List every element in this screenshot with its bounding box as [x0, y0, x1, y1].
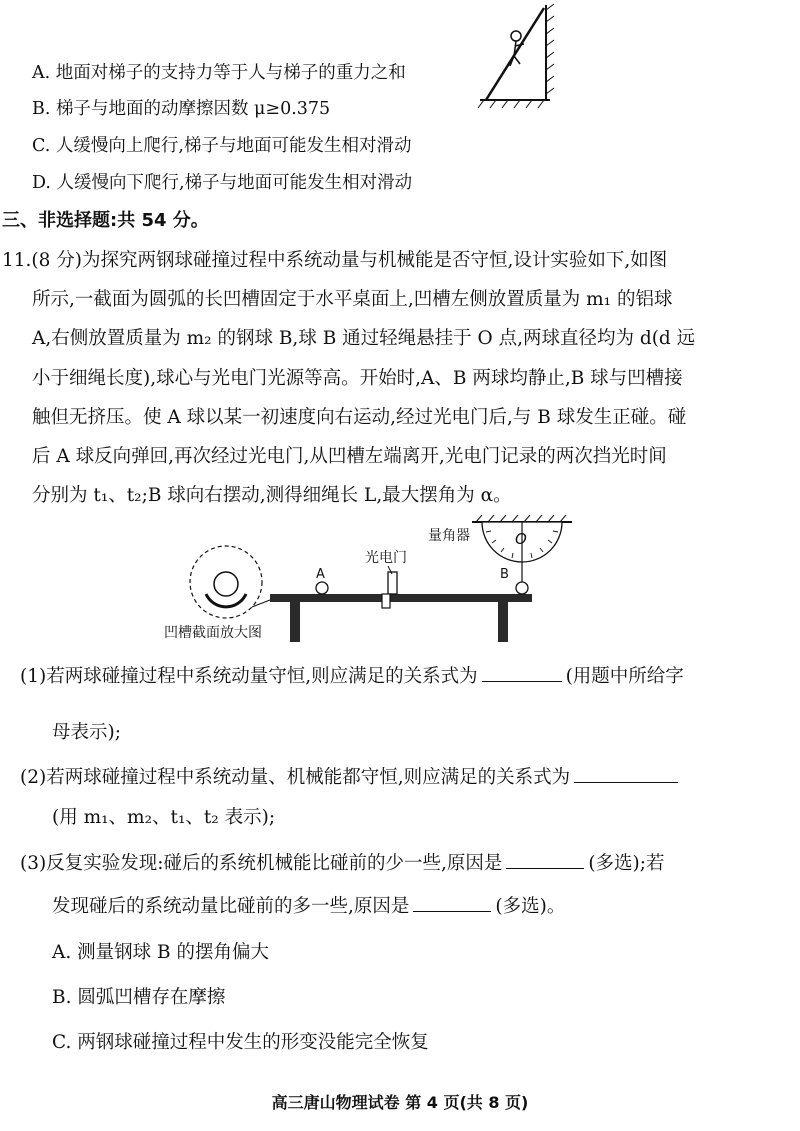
ball-A-label: A	[316, 567, 325, 582]
sub3-text-a: (3)反复实验发现:碰后的系统机械能比碰前的少一些,原因是	[20, 853, 503, 874]
ladder-figure	[470, 0, 560, 110]
sub3-text-b: (多选);若	[588, 853, 665, 874]
sub2-text-b: (用 m₁、m₂、t₁、t₂ 表示);	[52, 807, 276, 828]
option-C-top: C. 人缓慢向上爬行,梯子与地面可能发生相对滑动	[32, 136, 412, 156]
option-B-top: B. 梯子与地面的动摩擦因数 μ≥0.375	[32, 99, 331, 119]
photogate-label: 光电门	[365, 550, 407, 566]
sub2-line	[20, 764, 682, 791]
answer-blank-1[interactable]	[482, 663, 562, 682]
experiment-figure	[160, 510, 580, 650]
q11-line-6: 后 A 球反向弹回,再次经过光电门,从凹槽左端离开,光电门记录的两次挡光时间	[32, 446, 667, 467]
sub3-line-1	[20, 850, 665, 877]
ball-B-label: B	[500, 567, 509, 582]
protractor-label: 量角器	[428, 528, 470, 544]
answer-blank-4[interactable]	[413, 893, 491, 912]
ball-A	[316, 582, 328, 594]
photogate	[388, 572, 397, 594]
answer-blank-2[interactable]	[574, 764, 678, 783]
answer-blank-3[interactable]	[506, 850, 584, 869]
q11-line-4: 小于细绳长度),球心与光电门光源等高。开始时,A、B 两球均静止,B 球与凹槽接	[32, 368, 683, 389]
sub3-text-c: 发现碰后的系统动量比碰前的多一些,原因是	[52, 896, 410, 917]
choice-B: B. 圆弧凹槽存在摩擦	[52, 987, 226, 1008]
page-footer: 高三唐山物理试卷 第 4 页(共 8 页)	[271, 1093, 529, 1112]
sub3-text-d: (多选)。	[495, 896, 566, 917]
groove-label: 凹槽截面放大图	[164, 625, 262, 641]
sub1-line	[20, 663, 684, 690]
q11-line-3: A,右侧放置质量为 m₂ 的钢球 B,球 B 通过轻绳悬挂于 O 点,两球直径均为 d(d 远	[32, 328, 696, 349]
sub1-text-a: (1)若两球碰撞过程中系统动量守恒,则应满足的关系式为	[20, 666, 478, 687]
option-D-top: D. 人缓慢向下爬行,梯子与地面可能发生相对滑动	[32, 173, 413, 193]
q11-line-2: 所示,一截面为圆弧的长凹槽固定于水平桌面上,凹槽左侧放置质量为 m₁ 的铝球	[32, 289, 673, 310]
choice-A: A. 测量钢球 B 的摆角偏大	[52, 942, 269, 963]
q11-line-1: 11.(8 分)为探究两钢球碰撞过程中系统动量与机械能是否守恒,设计实验如下,如图	[2, 250, 668, 271]
ball-B	[516, 582, 528, 594]
q11-line-7: 分别为 t₁、t₂;B 球向右摆动,测得细绳长 L,最大摆角为 α。	[32, 485, 512, 506]
q11-line-5: 触但无挤压。使 A 球以某一初速度向右运动,经过光电门后,与 B 球发生正碰。碰	[32, 407, 687, 428]
choice-C: C. 两钢球碰撞过程中发生的形变没能完全恢复	[52, 1032, 429, 1053]
sub3-line-2	[52, 893, 565, 920]
sub2-text-a: (2)若两球碰撞过程中系统动量、机械能都守恒,则应满足的关系式为	[20, 767, 571, 788]
pivot-O-label: O	[515, 530, 527, 548]
sub1-text-b: (用题中所给字	[565, 666, 684, 687]
section-title: 三、非选择题:共 54 分。	[2, 210, 209, 231]
option-A-top: A. 地面对梯子的支持力等于人与梯子的重力之和	[32, 63, 406, 83]
sub1-text-c: 母表示);	[52, 722, 121, 743]
